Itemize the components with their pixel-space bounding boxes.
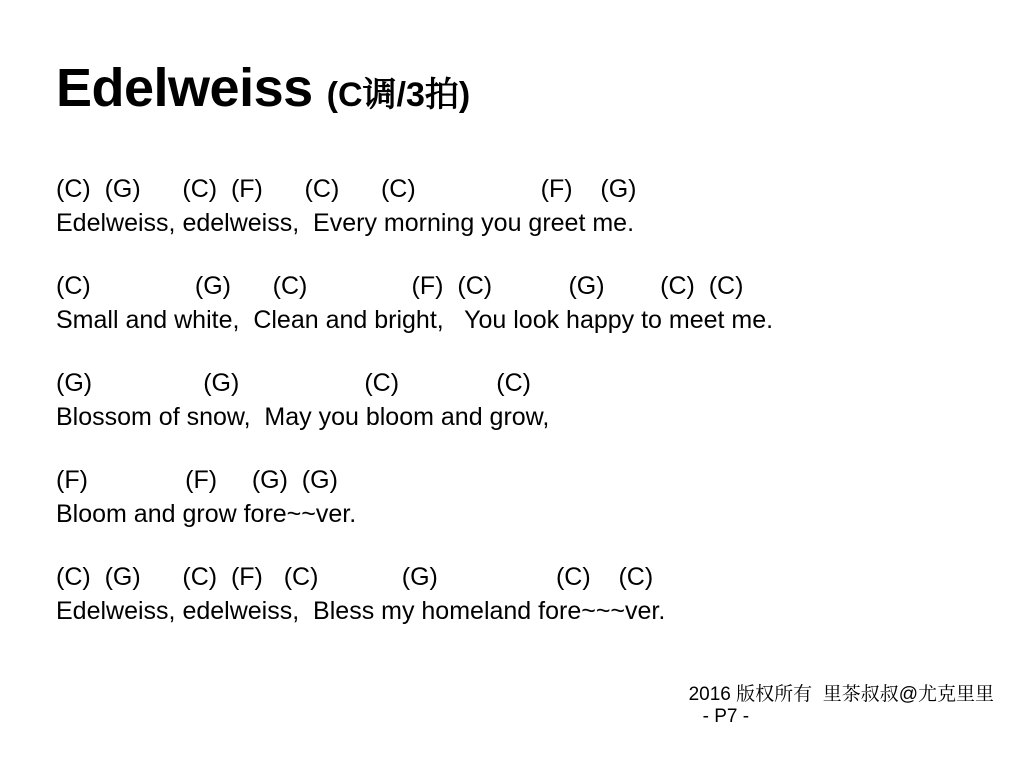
page-number: - P7 - (702, 706, 750, 727)
chord-line: (C) (G) (C) (F) (C) (G) (C) (C) (56, 563, 654, 591)
song-key-subtitle: (C调/3拍) (326, 76, 471, 114)
copyright-text: 2016 版权所有 里茶叔叔@尤克里里 (688, 684, 994, 705)
chord-line: (F) (F) (G) (G) (56, 466, 338, 494)
page-title (56, 60, 470, 117)
verse-block (56, 366, 976, 434)
lyrics-body (56, 172, 976, 657)
lyric-line: Edelweiss, edelweiss, Every morning you greet me. (56, 209, 635, 237)
footer (667, 657, 994, 750)
chord-line: (C) (G) (C) (F) (C) (G) (C) (C) (56, 272, 744, 300)
chord-line: (C) (G) (C) (F) (C) (C) (F) (G) (56, 175, 637, 203)
lyric-line: Blossom of snow, May you bloom and grow, (56, 403, 550, 431)
verse-block (56, 172, 976, 240)
chord-line: (G) (G) (C) (C) (56, 369, 531, 397)
verse-block (56, 560, 976, 628)
verse-block (56, 269, 976, 337)
lyric-line: Bloom and grow fore~~ver. (56, 500, 357, 528)
lyric-line: Edelweiss, edelweiss, Bless my homeland fore~~~ver. (56, 597, 666, 625)
song-title: Edelweiss (56, 58, 313, 118)
verse-block (56, 463, 976, 531)
lyric-line: Small and white, Clean and bright, You look happy to meet me. (56, 306, 774, 334)
